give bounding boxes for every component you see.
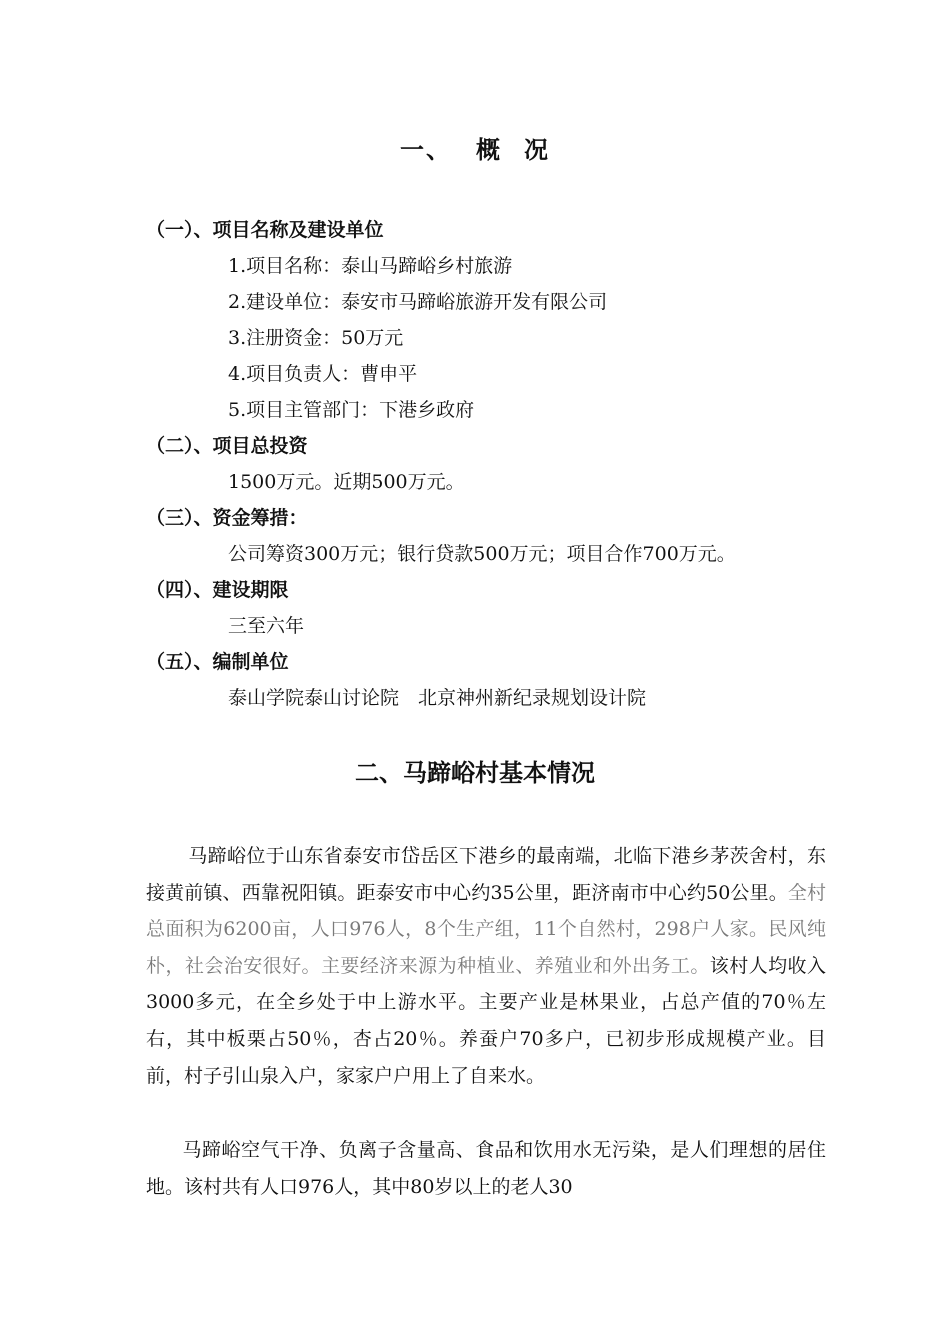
- section-2-heading: 二、马蹄峪村基本情况: [355, 758, 595, 787]
- paragraph-1-part-a: 马蹄峪位于山东省泰安市岱岳区下港乡的最南端，北临下港乡茅茨舍村，东接黄前镇、西靠祝阳镇。距泰安市中心约35公里，距济南市中心约50公里。: [146, 845, 826, 904]
- section-1-heading-char-a: 概: [476, 135, 502, 164]
- paragraph-2-text: 马蹄峪空气干净、负离子含量高、食品和饮用水无污染，是人们理想的居住地。该村共有人口976人，其中80岁以上的老人30: [146, 1139, 826, 1198]
- section-2-paragraph-2: [146, 1132, 826, 1205]
- item-construction-unit: 2.建设单位：泰安市马蹄峪旅游开发有限公司: [228, 291, 608, 313]
- item-project-name: 1.项目名称：泰山马蹄峪乡村旅游: [228, 255, 513, 277]
- item-compiling-unit: 泰山学院泰山讨论院 北京神州新纪录规划设计院: [228, 687, 647, 709]
- paragraph-1-part-c: 该村人均收入3000多元，在全乡处于中上游水平。主要产业是林果业，占总产值的70％左右，其中板栗占50％，杏占20％。养蚕户70多户，已初步形成规模产业。目前，村子引山泉入户，家家户户用上了自来水。: [146, 954, 826, 1087]
- section-1-heading: [0, 134, 950, 166]
- subheading-project-name: （一）、项目名称及建设单位: [146, 219, 384, 241]
- section-1-heading-char-b: 况: [524, 135, 550, 164]
- item-total-investment: 1500万元。近期500万元。: [228, 471, 465, 493]
- item-fundraising: 公司筹资300万元；银行贷款500万元；项目合作700万元。: [228, 543, 736, 565]
- subheading-construction-period: （四）、建设期限: [146, 579, 289, 601]
- item-construction-period: 三至六年: [228, 615, 305, 637]
- paragraph-1-part-b: 全村总面积为6200亩，人口976人，8个生产组，11个自然村，298户人家。民风纯朴，社会治安很好。主要经济来源为种植业、养殖业和外出务工。: [146, 881, 826, 977]
- subheading-total-investment: （二）、项目总投资: [146, 435, 308, 457]
- subheading-compiling-unit: （五）、编制单位: [146, 651, 289, 673]
- item-project-leader: 4.项目负责人：曹申平: [228, 363, 418, 385]
- item-registered-capital: 3.注册资金：50万元: [228, 327, 404, 349]
- item-supervising-department: 5.项目主管部门：下港乡政府: [228, 399, 475, 421]
- subheading-fundraising: （三）、资金筹措：: [146, 507, 308, 529]
- section-2-paragraph-1: [146, 838, 826, 1094]
- section-1-heading-number: 一、: [400, 135, 452, 164]
